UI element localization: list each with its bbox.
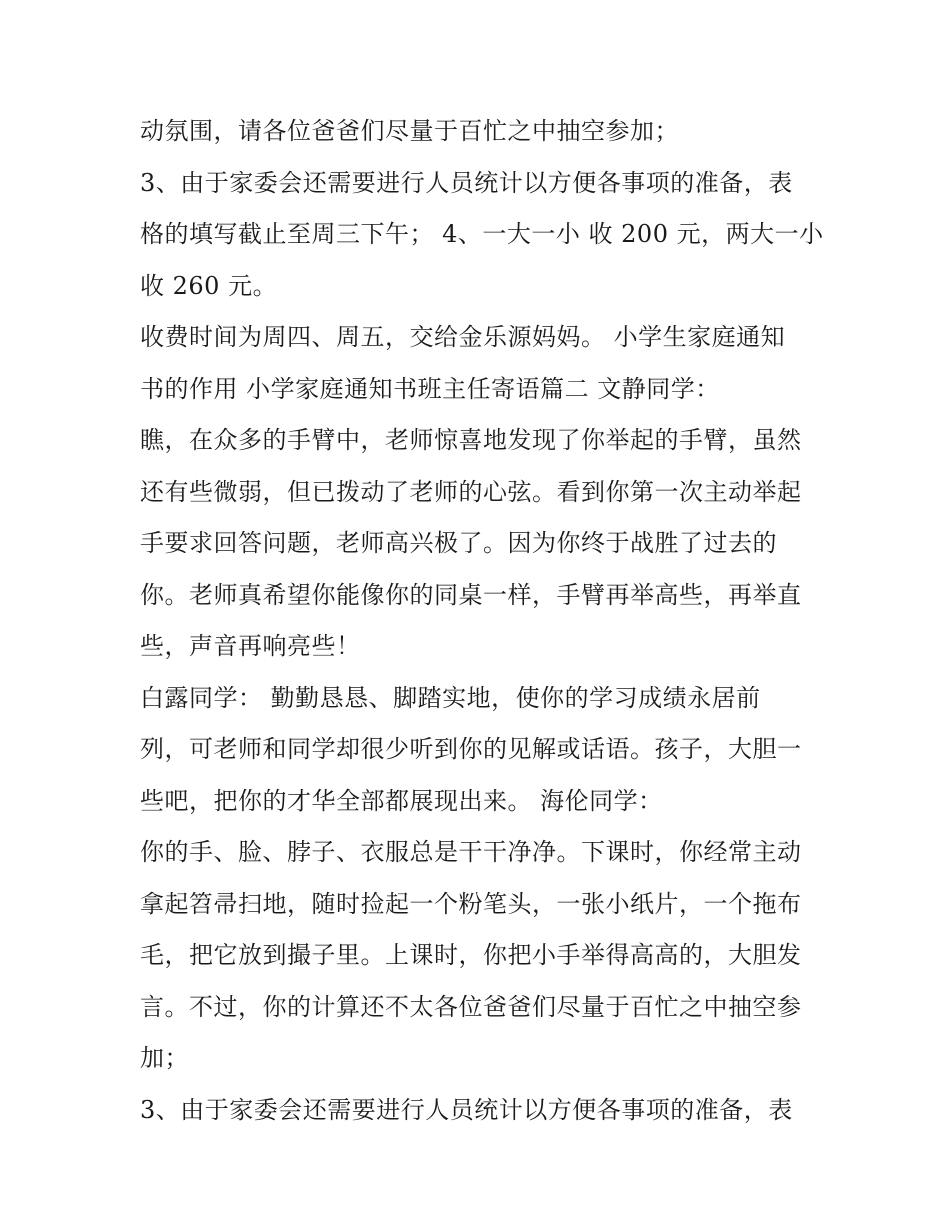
- text-line: 格的填写截止至周三下午； 4、一大一小 收 200 元，两大一小: [140, 220, 824, 248]
- text-line: 你。老师真希望你能像你的同桌一样，手臂再举高些，再举直: [140, 580, 802, 609]
- text-line: 拿起笤帚扫地，随时捡起一个粉笔头，一张小纸片，一个拖布: [140, 889, 802, 918]
- text-line: 还有些微弱，但已拨动了老师的心弦。看到你第一次主动举起: [140, 477, 802, 506]
- text-line: 收 260 元。: [140, 271, 278, 300]
- text-line: 动氛围，请各位爸爸们尽量于百忙之中抽空参加；: [140, 117, 679, 145]
- text-line: 列，可老师和同学却很少听到你的见解或话语。孩子，大胆一: [140, 735, 802, 763]
- text-line: 书的作用 小学家庭通知书班主任寄语篇二 文静同学：: [140, 374, 720, 403]
- text-line: 你的手、脸、脖子、衣服总是干干净净。下课时，你经常主动: [140, 838, 802, 866]
- text-line: 白露同学： 勤勤恳恳、脚踏实地，使你的学习成绩永居前: [140, 683, 761, 712]
- text-line: 3、由于家委会还需要进行人员统计以方便各事项的准备，表: [140, 168, 793, 197]
- text-line: 言。不过，你的计算还不太各位爸爸们尽量于百忙之中抽空参: [140, 992, 802, 1021]
- document-body: [140, 106, 830, 1136]
- text-line: 加；: [140, 1044, 189, 1072]
- text-line: 瞧，在众多的手臂中，老师惊喜地发现了你举起的手臂，虽然: [140, 426, 802, 454]
- text-line: 些吧，把你的才华全部都展现出来。 海伦同学：: [140, 786, 663, 815]
- text-line: 收费时间为周四、周五，交给金乐源妈妈。 小学生家庭通知: [140, 323, 786, 351]
- text-line: 些，声音再响亮些！: [140, 632, 361, 660]
- text-line: 3、由于家委会还需要进行人员统计以方便各事项的准备，表: [140, 1095, 793, 1124]
- text-line: 毛，把它放到撮子里。上课时，你把小手举得高高的，大胆发: [140, 941, 802, 969]
- text-line: 手要求回答问题，老师高兴极了。因为你终于战胜了过去的: [140, 529, 777, 557]
